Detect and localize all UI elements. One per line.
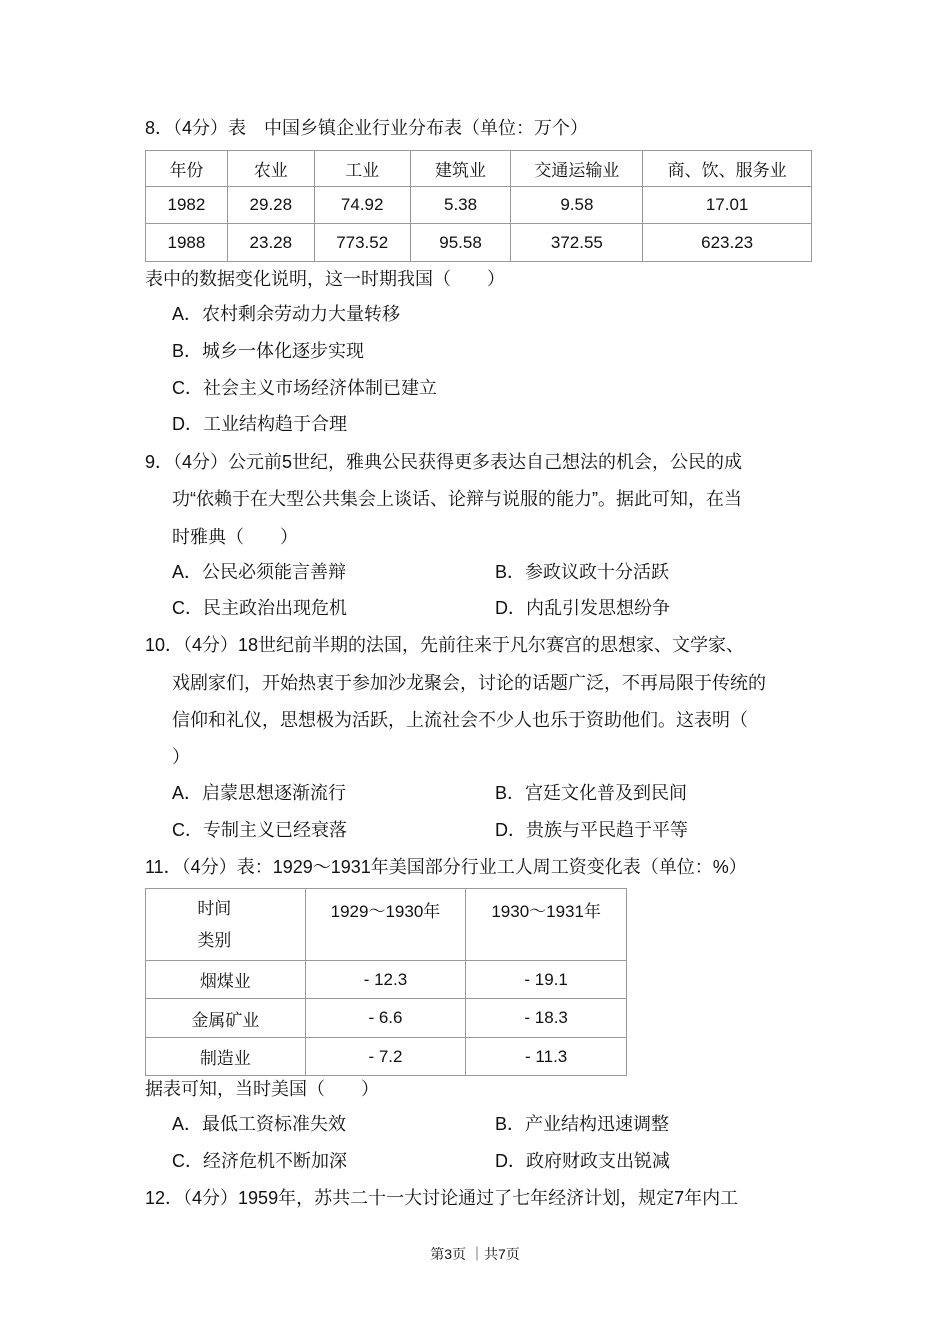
q8-option-c: C．社会主义市场经济体制已建立 bbox=[172, 378, 437, 398]
q9-option-d: D．内乱引发思想纷争 bbox=[495, 598, 670, 618]
q8-header-industry: 工业 bbox=[314, 151, 410, 187]
cell: 5.38 bbox=[410, 187, 511, 224]
cell: 74.92 bbox=[314, 187, 410, 224]
q8-header-construction: 建筑业 bbox=[410, 151, 511, 187]
q11-header-1930-1931: 1930～1931年 bbox=[466, 889, 627, 961]
table-row bbox=[146, 999, 627, 1038]
q8-header-transport: 交通运输业 bbox=[511, 151, 643, 187]
table-row bbox=[146, 187, 812, 224]
q11-option-d: D．政府财政支出锐减 bbox=[495, 1151, 670, 1171]
q8-table bbox=[145, 150, 812, 262]
cell: 17.01 bbox=[643, 187, 812, 224]
table-row bbox=[146, 224, 812, 262]
cell: 372.55 bbox=[511, 224, 643, 262]
q8-stem: 8．（4分）表 中国乡镇企业行业分布表（单位：万个） bbox=[145, 118, 589, 138]
q8-header-year: 年份 bbox=[146, 151, 228, 187]
q10-line-3: 信仰和礼仪，思想极为活跃，上流社会不少人也乐于资助他们。这表明（ bbox=[172, 710, 748, 730]
q12-stem: 12．（4分）1959年，苏共二十一大讨论通过了七年经济计划，规定7年内工 bbox=[145, 1188, 739, 1208]
cell: - 18.3 bbox=[466, 999, 627, 1038]
page-footer: 第3页 ｜共7页 bbox=[430, 1246, 520, 1262]
cell: 制造业 bbox=[146, 1038, 306, 1076]
q10-option-a: A．启蒙思想逐渐流行 bbox=[172, 783, 347, 803]
q10-option-c: C．专制主义已经衰落 bbox=[172, 820, 347, 840]
table-row bbox=[146, 961, 627, 999]
cell: - 7.2 bbox=[305, 1038, 466, 1076]
q8-option-a: A．农村剩余劳动力大量转移 bbox=[172, 304, 401, 324]
q8-question: 表中的数据变化说明，这一时期我国（ ） bbox=[145, 269, 505, 289]
q10-line-2: 戏剧家们，开始热衷于参加沙龙聚会，讨论的话题广泛，不再局限于传统的 bbox=[172, 673, 766, 693]
q10-option-b: B．宫廷文化普及到民间 bbox=[495, 783, 688, 803]
q8-option-d: D．工业结构趋于合理 bbox=[172, 414, 347, 434]
q11-question: 据表可知，当时美国（ ） bbox=[145, 1079, 379, 1099]
cell: 1988 bbox=[146, 224, 228, 262]
cell: - 6.6 bbox=[305, 999, 466, 1038]
q10-option-d: D．贵族与平民趋于平等 bbox=[495, 820, 688, 840]
q11-option-b: B．产业结构迅速调整 bbox=[495, 1114, 670, 1134]
q11-corner-cell bbox=[146, 889, 306, 961]
cell: 29.28 bbox=[227, 187, 314, 224]
q9-option-c: C．民主政治出现危机 bbox=[172, 598, 347, 618]
cell: 773.52 bbox=[314, 224, 410, 262]
q9-line-1: 9．（4分）公元前5世纪，雅典公民获得更多表达自己想法的机会，公民的成 bbox=[145, 452, 743, 472]
q9-option-a: A．公民必须能言善辩 bbox=[172, 562, 347, 582]
cell: - 11.3 bbox=[466, 1038, 627, 1076]
cell: - 12.3 bbox=[305, 961, 466, 999]
q11-option-c: C．经济危机不断加深 bbox=[172, 1151, 347, 1171]
table-row bbox=[146, 1038, 627, 1076]
q8-header-agriculture: 农业 bbox=[227, 151, 314, 187]
q11-corner-category: 类别 bbox=[197, 931, 232, 950]
cell: 9.58 bbox=[511, 187, 643, 224]
q11-table bbox=[145, 888, 627, 1076]
q9-line-2: 功“依赖于在大型公共集会上谈话、论辩与说服的能力”。据此可知，在当 bbox=[172, 489, 742, 509]
q10-line-4: ） bbox=[172, 747, 190, 767]
cell: 金属矿业 bbox=[146, 999, 306, 1038]
q11-header-1929-1930: 1929～1930年 bbox=[305, 889, 466, 961]
cell: - 19.1 bbox=[466, 961, 627, 999]
q9-option-b: B．参政议政十分活跃 bbox=[495, 562, 670, 582]
q8-option-b: B．城乡一体化逐步实现 bbox=[172, 341, 365, 361]
q11-stem: 11．（4分）表：1929～1931年美国部分行业工人周工资变化表（单位：%） bbox=[145, 857, 747, 877]
cell: 95.58 bbox=[410, 224, 511, 262]
q9-line-3: 时雅典（ ） bbox=[172, 527, 298, 547]
q11-option-a: A．最低工资标准失效 bbox=[172, 1114, 347, 1134]
cell: 23.28 bbox=[227, 224, 314, 262]
q8-header-service: 商、饮、服务业 bbox=[643, 151, 812, 187]
cell: 烟煤业 bbox=[146, 961, 306, 999]
q11-corner-time: 时间 bbox=[197, 899, 232, 918]
cell: 623.23 bbox=[643, 224, 812, 262]
cell: 1982 bbox=[146, 187, 228, 224]
q10-line-1: 10．（4分）18世纪前半期的法国，先前往来于凡尔赛宫的思想家、文学家、 bbox=[145, 635, 745, 655]
